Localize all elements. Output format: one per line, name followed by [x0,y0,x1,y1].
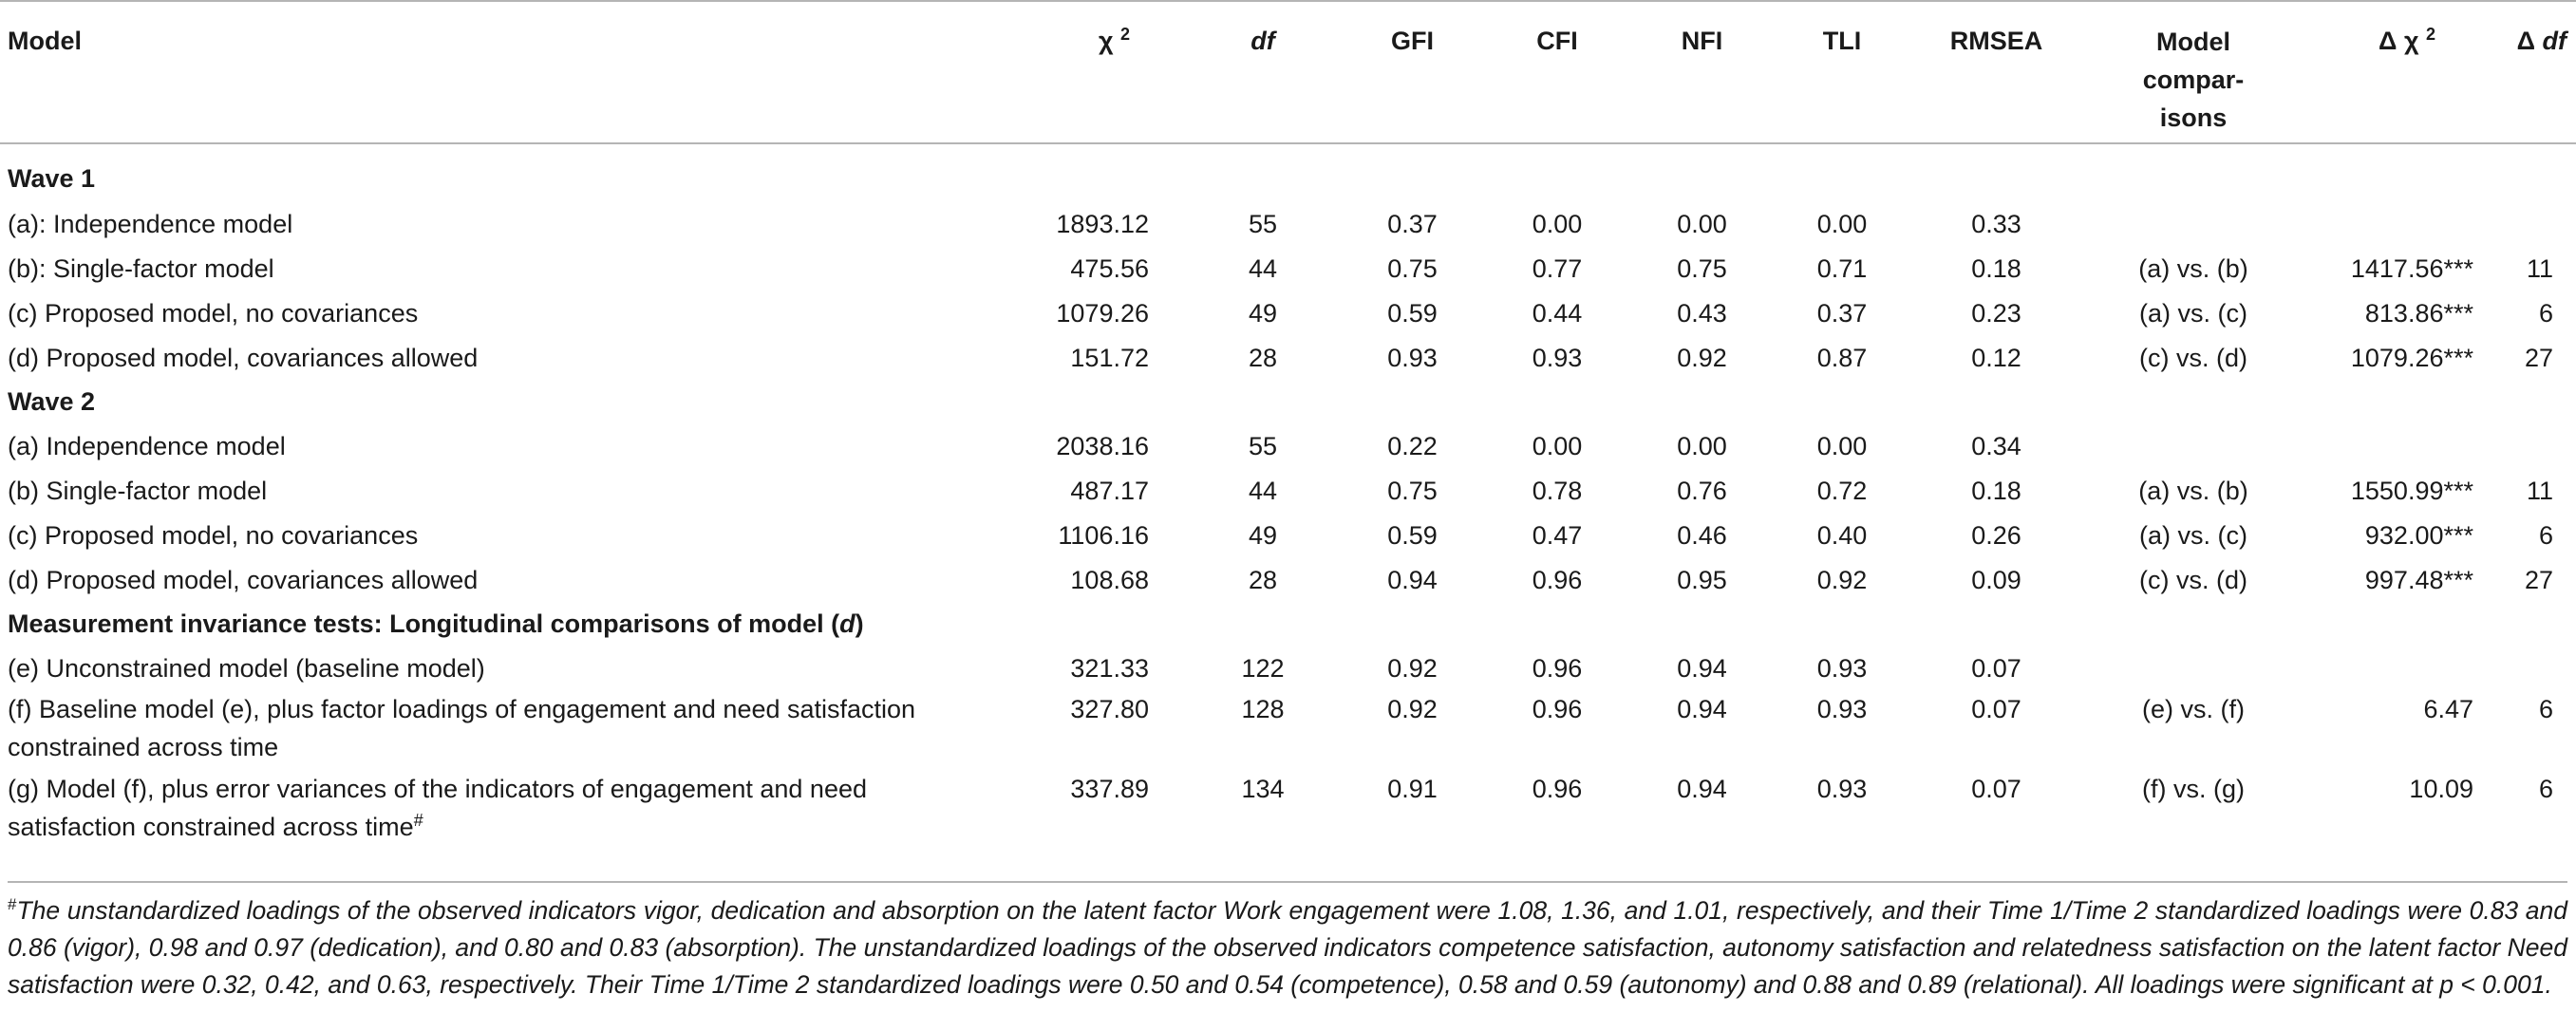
cell-rmsea: 0.18 [1971,253,2021,283]
cell-delta-df: 27 [2524,565,2553,594]
cell-comparison: (c) vs. (d) [2139,343,2247,372]
cell-delta-df [2483,646,2576,690]
cell-delta-chi2: 10.09 [2409,775,2473,803]
cell-gfi: 0.37 [1387,209,1438,238]
cell-df: 55 [1248,431,1278,460]
cell-rmsea: 0.18 [1971,476,2021,505]
cell-nfi: 0.76 [1677,476,1727,505]
cell-delta-df: 6 [2538,775,2553,803]
cell-chi2: 321.33 [1070,653,1149,683]
header-nfi: NFI [1628,1,1776,143]
cell-cfi: 0.96 [1532,653,1583,683]
cell-cfi: 0.96 [1532,695,1583,723]
header-model: Model [0,1,987,143]
cell-nfi: 0.46 [1677,520,1727,550]
cell-df: 44 [1248,476,1278,505]
table-row [0,770,2576,855]
cell-gfi: 0.92 [1387,653,1438,683]
cell-delta-chi2: 1550.99*** [2350,476,2473,505]
cell-tli: 0.93 [1816,775,1868,803]
cell-delta-df: 6 [2538,520,2553,550]
cell-nfi: 0.92 [1677,343,1727,372]
cell-delta-chi2 [2303,201,2483,246]
table-row [0,291,2576,335]
cell-delta-df [2483,423,2576,468]
cell-chi2: 487.17 [1070,476,1149,505]
header-chi2: χ $^2$ [987,1,1187,143]
cell-chi2: 2038.16 [1056,431,1149,460]
cell-delta-df: 27 [2524,343,2553,372]
cell-nfi: 0.94 [1677,695,1727,723]
table-row [0,201,2576,246]
cell-df: 55 [1248,209,1278,238]
cell-tli: 0.93 [1816,653,1868,683]
cell-chi2: 337.89 [1070,775,1149,803]
section-wave-2: Wave 2 [8,387,96,416]
cell-cfi: 0.44 [1532,298,1583,328]
cell-gfi: 0.94 [1387,565,1438,594]
cell-rmsea: 0.07 [1971,653,2021,683]
table-row [0,246,2576,291]
cell-delta-df: 6 [2538,695,2553,723]
cell-delta-chi2 [2303,423,2483,468]
cell-rmsea: 0.33 [1971,209,2021,238]
cell-nfi: 0.00 [1677,209,1727,238]
cell-tli: 0.72 [1816,476,1868,505]
cell-model: (e) Unconstrained model (baseline model) [8,653,485,683]
cell-model: (g) Model (f), plus error variances of the indicators of engagement and need satisfaction constrained across time# [8,775,867,841]
cell-cfi: 0.77 [1532,253,1583,283]
cell-nfi: 0.95 [1677,565,1727,594]
cell-comparison: (a) vs. (b) [2138,253,2248,283]
cell-delta-chi2: 997.48*** [2364,565,2473,594]
cell-tli: 0.00 [1816,431,1868,460]
cell-rmsea: 0.26 [1971,520,2021,550]
cell-chi2: 1893.12 [1056,209,1149,238]
cell-rmsea: 0.07 [1971,775,2021,803]
cell-comparison [2084,646,2303,690]
section-wave-1: Wave 1 [8,164,96,193]
cell-model: (c) Proposed model, no covariances [8,520,419,550]
header-cfi: CFI [1486,1,1628,143]
table-footnote [8,881,2567,1003]
table-row [0,513,2576,557]
header-delta-df: Δ df [2483,1,2576,143]
cell-delta-chi2 [2303,646,2483,690]
cell-comparison: (f) vs. (g) [2142,775,2245,803]
cell-tli: 0.00 [1816,209,1868,238]
cell-rmsea: 0.23 [1971,298,2021,328]
cell-comparison: (e) vs. (f) [2142,695,2245,723]
cell-nfi: 0.75 [1677,253,1727,283]
cell-tli: 0.71 [1816,253,1868,283]
cell-gfi: 0.92 [1387,695,1438,723]
cell-delta-chi2: 1079.26*** [2350,343,2473,372]
cell-cfi: 0.96 [1532,565,1583,594]
cell-model: (a) Independence model [8,431,286,460]
cell-cfi: 0.47 [1532,520,1583,550]
cell-nfi: 0.94 [1677,775,1727,803]
cell-nfi: 0.94 [1677,653,1727,683]
cell-model: (b) Single-factor model [8,476,268,505]
cell-gfi: 0.59 [1387,520,1438,550]
cell-delta-chi2: 813.86*** [2364,298,2473,328]
cell-delta-chi2: 6.47 [2423,695,2473,723]
cell-gfi: 0.59 [1387,298,1438,328]
cell-gfi: 0.22 [1387,431,1438,460]
table-row [0,468,2576,513]
cell-cfi: 0.00 [1532,209,1583,238]
cell-chi2: 1079.26 [1056,298,1149,328]
footnote-text: The unstandardized loadings of the observed indicators vigor, dedication and absorption on the latent factor Work engagement were 1.08, 1.36, and 1.01, respectively, and their Time 1/Time 2 standardized loadings were 0.83 and 0.86 (vigor), 0.98 and 0.97 (dedication), and 0.80 and 0.83 (absorption). The unstandardized loadings of the observed indicators competence satisfaction, autonomy satisfaction and relatedness satisfaction on the latent factor Need satisfaction were 0.32, 0.42, and 0.63, respectively. Their Time 1/Time 2 standardized loadings were 0.50 and 0.54 (competence), 0.58 and 0.59 (autonomy) and 0.88 and 0.89 (relational). All loadings were significant at p < 0.001. [8,896,2567,999]
cell-delta-df: 11 [2526,253,2553,283]
cell-nfi: 0.00 [1677,431,1727,460]
cell-comparison [2084,423,2303,468]
cell-rmsea: 0.12 [1971,343,2021,372]
cell-df: 122 [1241,653,1285,683]
cell-delta-df: 6 [2538,298,2553,328]
cell-comparison: (a) vs. (c) [2139,298,2247,328]
cell-model: (d) Proposed model, covariances allowed [8,565,479,594]
cell-tli: 0.40 [1816,520,1868,550]
header-tli: TLI [1776,1,1908,143]
cell-tli: 0.87 [1816,343,1868,372]
cell-rmsea: 0.07 [1971,695,2021,723]
section-row [0,380,2576,423]
cell-delta-chi2: 1417.56*** [2350,253,2473,283]
cell-delta-chi2: 932.00*** [2364,520,2473,550]
cell-df: 134 [1241,775,1285,803]
cell-df: 49 [1248,298,1278,328]
table-row [0,646,2576,690]
section-measurement-invariance: Measurement invariance tests: Longitudinal comparisons of model (d) [8,609,864,638]
cell-tli: 0.92 [1816,565,1868,594]
header-model-comparisons: Model compar- isons [2084,1,2303,143]
cell-comparison: (a) vs. (b) [2138,476,2248,505]
cell-model: (b): Single-factor model [8,253,274,283]
section-row [0,143,2576,201]
cell-df: 128 [1241,695,1285,723]
header-delta-chi2: Δ χ $^2$ [2303,1,2483,143]
cell-model: (d) Proposed model, covariances allowed [8,343,479,372]
footnote-mark: # [8,895,17,914]
cell-chi2: 151.72 [1070,343,1149,372]
table-row [0,423,2576,468]
cell-rmsea: 0.34 [1971,431,2021,460]
cell-chi2: 108.68 [1070,565,1149,594]
cell-model: (a): Independence model [8,209,293,238]
cell-chi2: 1106.16 [1058,520,1149,550]
cell-rmsea: 0.09 [1971,565,2021,594]
cell-cfi: 0.78 [1532,476,1583,505]
cell-comparison: (c) vs. (d) [2139,565,2247,594]
cell-chi2: 475.56 [1070,253,1149,283]
table-row [0,335,2576,380]
header-gfi: GFI [1339,1,1486,143]
section-row [0,602,2576,646]
cell-df: 28 [1248,343,1278,372]
cell-tli: 0.93 [1816,695,1868,723]
cell-cfi: 0.00 [1532,431,1583,460]
cell-tli: 0.37 [1816,298,1868,328]
cell-comparison [2084,201,2303,246]
cell-comparison: (a) vs. (c) [2139,520,2247,550]
cell-delta-df: 11 [2526,476,2553,505]
cell-chi2: 327.80 [1070,695,1149,723]
table-row [0,557,2576,602]
cell-cfi: 0.93 [1532,343,1583,372]
cell-df: 49 [1248,520,1278,550]
cell-cfi: 0.96 [1532,775,1583,803]
cell-df: 44 [1248,253,1278,283]
cell-gfi: 0.75 [1387,476,1438,505]
cell-gfi: 0.75 [1387,253,1438,283]
cell-model: (c) Proposed model, no covariances [8,298,419,328]
header-df: df [1187,1,1339,143]
table-row [0,690,2576,770]
cell-df: 28 [1248,565,1278,594]
cell-nfi: 0.43 [1677,298,1727,328]
cell-model: (f) Baseline model (e), plus factor loadings of engagement and need satisfaction constrained across time [8,695,916,761]
header-rmsea: RMSEA [1908,1,2084,143]
cell-gfi: 0.91 [1387,775,1438,803]
header-row [0,1,2576,143]
cell-delta-df [2483,201,2576,246]
cell-gfi: 0.93 [1387,343,1438,372]
